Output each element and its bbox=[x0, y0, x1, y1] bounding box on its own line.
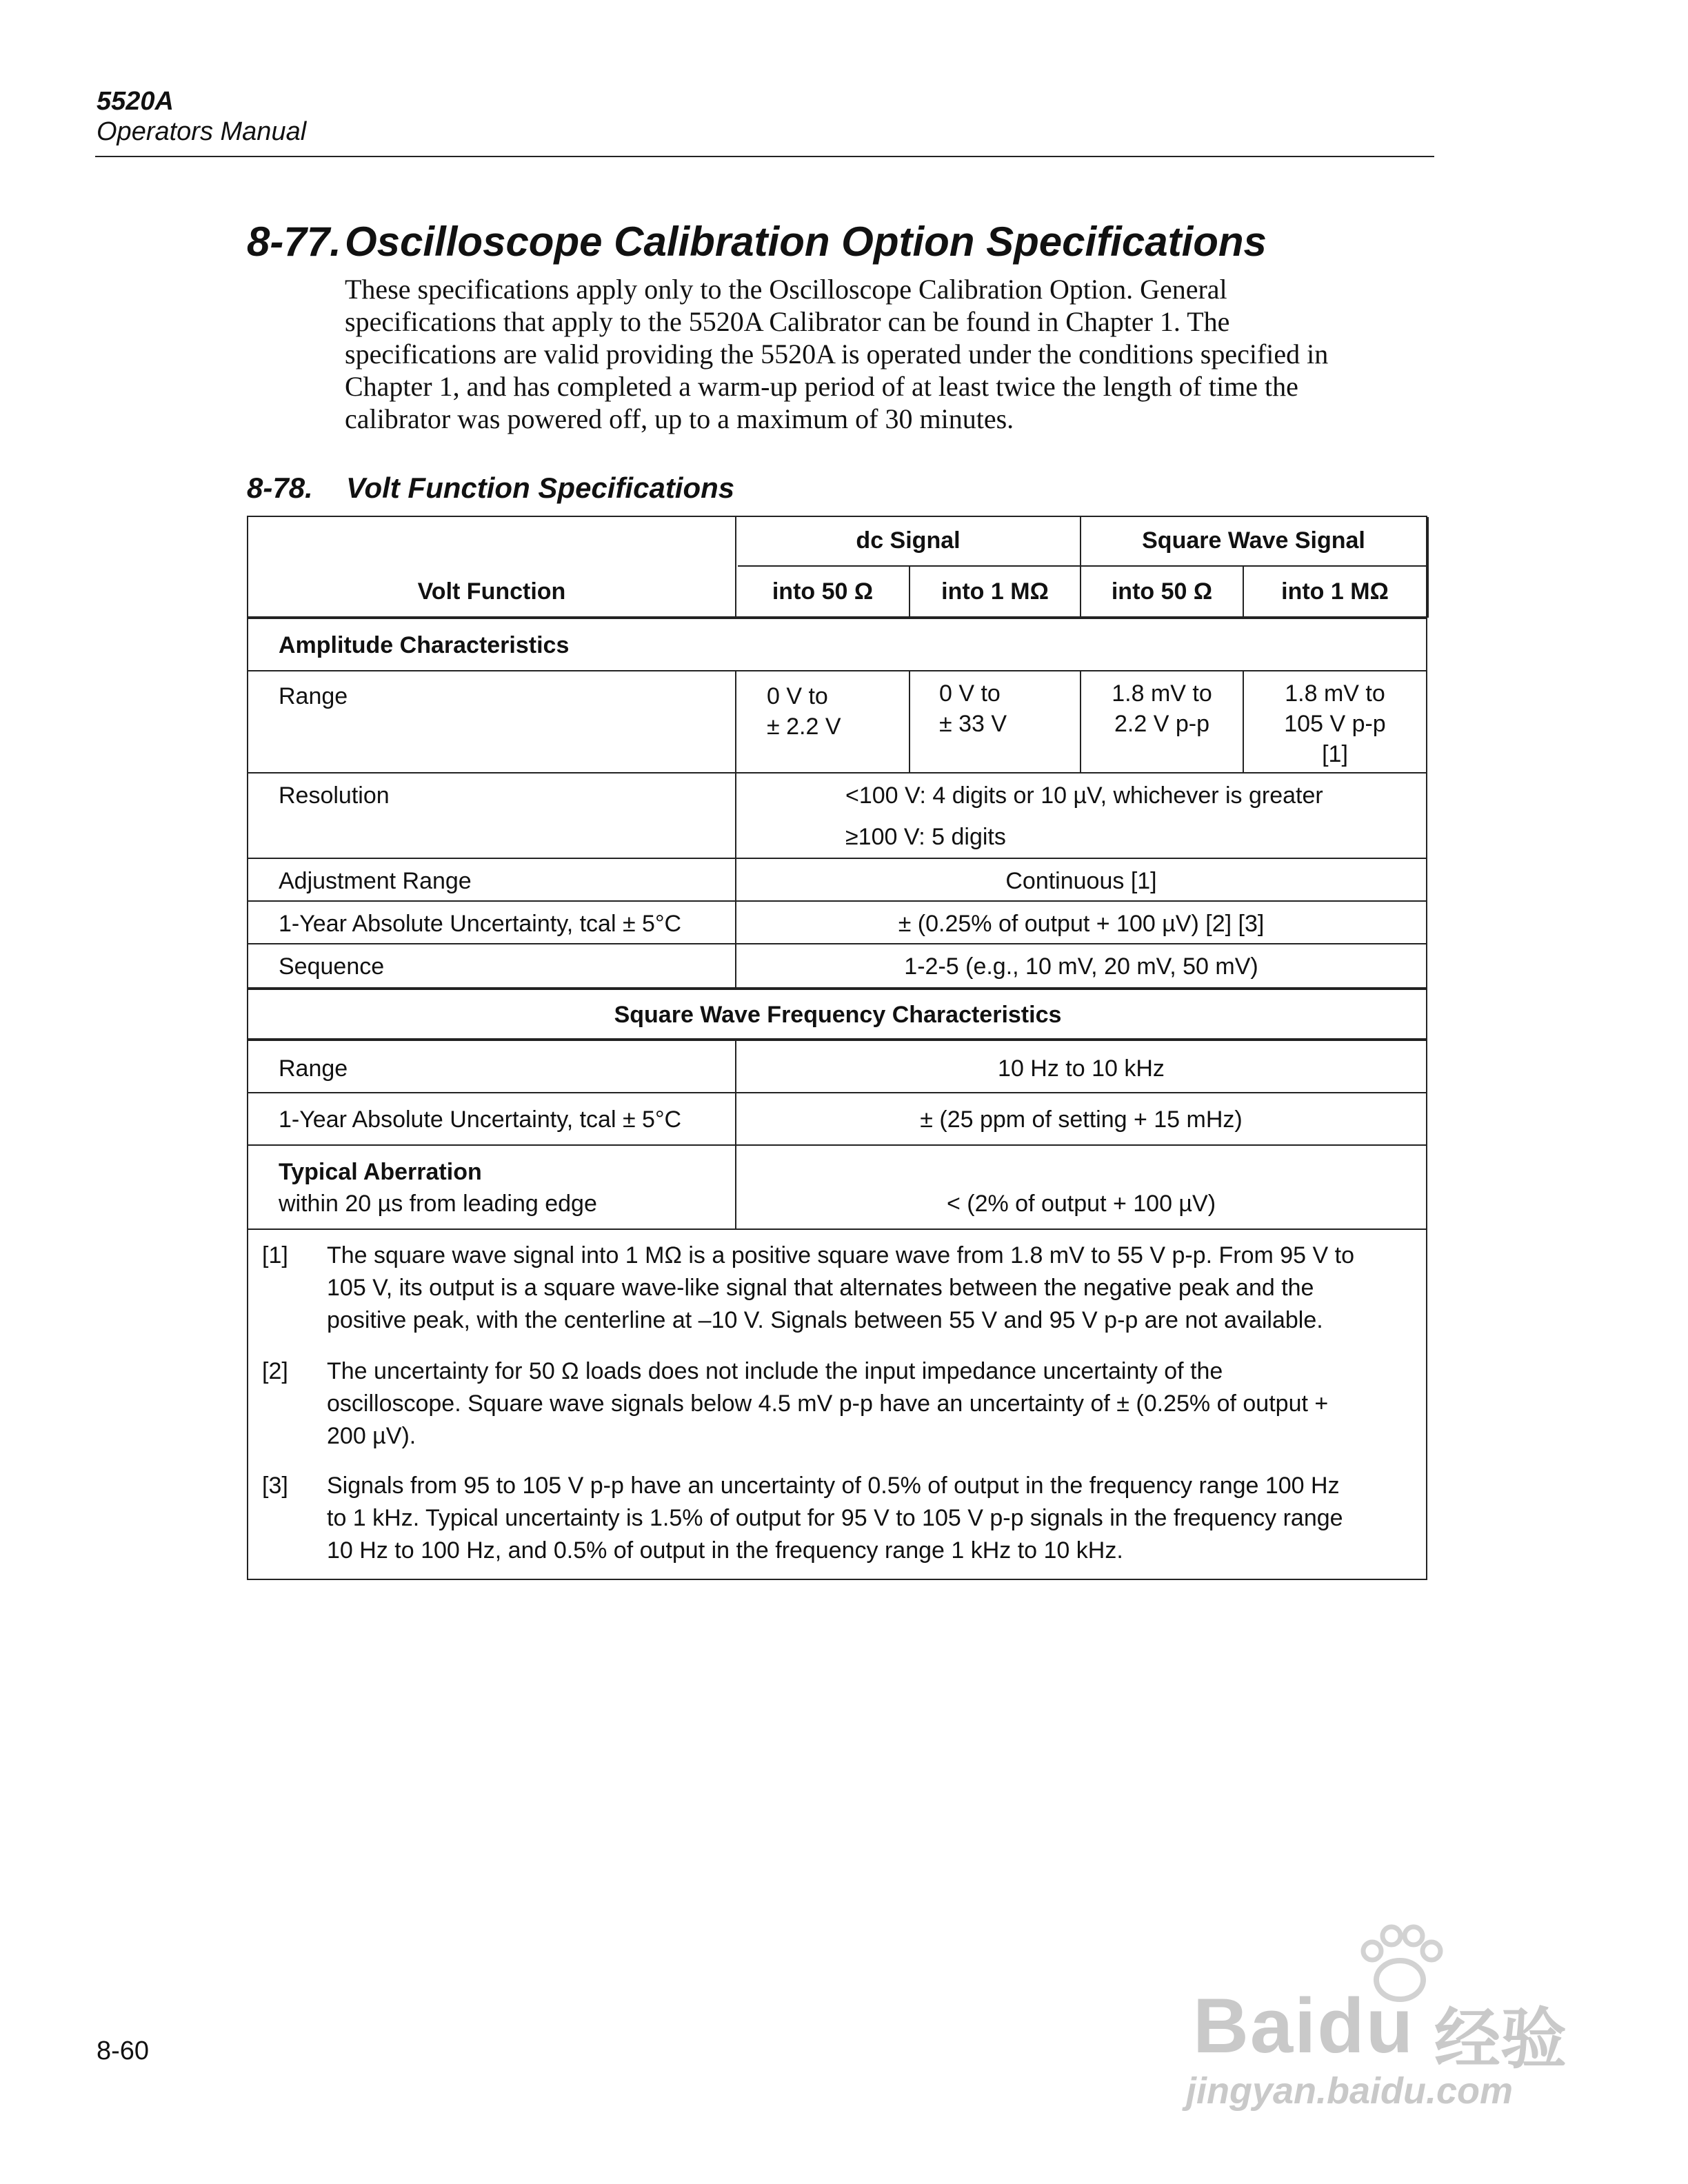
footnote-tag: [1] bbox=[262, 1242, 288, 1268]
footnote-line: 200 µV). bbox=[327, 1423, 416, 1449]
watermark-url: jingyan.baidu.com bbox=[1186, 2070, 1514, 2112]
intro-line: specifications that apply to the 5520A Calibrator can be found in Chapter 1. The bbox=[345, 306, 1230, 337]
subsection-title: Volt Function Specifications bbox=[346, 472, 735, 504]
header-rule bbox=[95, 156, 1434, 157]
rule bbox=[738, 565, 1427, 567]
sequence-label: Sequence bbox=[279, 953, 385, 980]
rule bbox=[248, 1038, 1427, 1041]
dc-50-ohm-header: into 50 Ω bbox=[772, 578, 874, 605]
range-dc50-line: ± 2.2 V bbox=[767, 714, 841, 740]
footnote-line: The square wave signal into 1 MΩ is a positive square wave from 1.8 mV to 55 V p-p. From 95 V to bbox=[327, 1242, 1354, 1268]
intro-line: specifications are valid providing the 5520A is operated under the conditions specified in bbox=[345, 338, 1329, 370]
dc-1-megohm-header: into 1 MΩ bbox=[941, 578, 1049, 605]
intro-line: These specifications apply only to the Oscilloscope Calibration Option. General bbox=[345, 274, 1227, 305]
subsection-heading bbox=[247, 472, 734, 505]
sq-50-ohm-header: into 50 Ω bbox=[1111, 578, 1213, 605]
footnote-tag: [2] bbox=[262, 1358, 288, 1384]
resolution-line: ≥100 V: 5 digits bbox=[845, 824, 1006, 850]
watermark-brand: Baidu bbox=[1193, 1983, 1415, 2069]
amplitude-section-title: Amplitude Characteristics bbox=[279, 632, 570, 658]
volt-spec-table bbox=[247, 516, 1427, 1580]
rule bbox=[248, 900, 1427, 902]
amplitude-uncertainty-label: 1-Year Absolute Uncertainty, tcal ± 5°C bbox=[279, 911, 682, 937]
freq-range-value: 10 Hz to 10 kHz bbox=[998, 1055, 1165, 1082]
footnote-line: positive peak, with the centerline at –10 V. Signals between 55 V and 95 V p-p are not available. bbox=[327, 1307, 1323, 1333]
square-wave-header: Square Wave Signal bbox=[1142, 527, 1365, 554]
intro-paragraph bbox=[345, 273, 1441, 435]
footnote bbox=[248, 1358, 1420, 1468]
section-title: Oscilloscope Calibration Option Specifications bbox=[345, 219, 1267, 265]
rule bbox=[1426, 517, 1429, 618]
footnote-line: The uncertainty for 50 Ω loads does not include the input impedance uncertainty of the bbox=[327, 1358, 1223, 1384]
rule bbox=[248, 772, 1427, 774]
intro-line: calibrator was powered off, up to a maximum of 30 minutes. bbox=[345, 403, 1014, 434]
rule bbox=[248, 943, 1427, 944]
manual-model: 5520A bbox=[97, 87, 174, 116]
range-sq50-line: 1.8 mV to bbox=[1112, 680, 1212, 707]
resolution-label: Resolution bbox=[279, 782, 390, 809]
volt-function-header: Volt Function bbox=[417, 578, 566, 605]
range-dc50-line: 0 V to bbox=[767, 683, 828, 709]
freq-range-label: Range bbox=[279, 1055, 348, 1082]
range-sq1m-line: 1.8 mV to bbox=[1285, 680, 1385, 707]
frequency-section-title: Square Wave Frequency Characteristics bbox=[614, 1002, 1062, 1028]
range-dc1m-line: 0 V to bbox=[939, 680, 1001, 707]
footnote-line: Signals from 95 to 105 V p-p have an uncertainty of 0.5% of output in the frequency range 100 Hz bbox=[327, 1473, 1340, 1499]
range-dc1m-line: ± 33 V bbox=[939, 711, 1007, 737]
sequence-value: 1-2-5 (e.g., 10 mV, 20 mV, 50 mV) bbox=[904, 953, 1258, 980]
resolution-line: <100 V: 4 digits or 10 µV, whichever is greater bbox=[845, 782, 1323, 809]
range-sq50-line: 2.2 V p-p bbox=[1114, 711, 1209, 737]
range-label: Range bbox=[279, 683, 348, 709]
adjustment-range-label: Adjustment Range bbox=[279, 868, 472, 894]
range-sq1m-footnote: [1] bbox=[1322, 741, 1348, 767]
aberration-value: < (2% of output + 100 µV) bbox=[946, 1191, 1216, 1217]
adjustment-range-value: Continuous [1] bbox=[1005, 868, 1157, 894]
rule bbox=[909, 670, 910, 772]
page-number: 8-60 bbox=[97, 2036, 150, 2065]
footnote-line: to 1 kHz. Typical uncertainty is 1.5% of output for 95 V to 105 V p-p signals in the frequency range bbox=[327, 1505, 1343, 1531]
rule bbox=[248, 1144, 1427, 1146]
footnote-line: oscilloscope. Square wave signals below 4.5 mV p-p have an uncertainty of ± (0.25% of output + bbox=[327, 1391, 1329, 1417]
rule bbox=[735, 670, 736, 987]
rule bbox=[248, 670, 1427, 671]
amplitude-uncertainty-value: ± (0.25% of output + 100 µV) [2] [3] bbox=[898, 911, 1265, 937]
section-heading bbox=[247, 218, 1267, 265]
footnote-line: 105 V, its output is a square wave-like signal that alternates between the negative peak and the bbox=[327, 1275, 1314, 1301]
intro-line: Chapter 1, and has completed a warm-up period of at least twice the length of time the bbox=[345, 371, 1298, 402]
subsection-number: 8-78. bbox=[247, 472, 313, 504]
rule bbox=[248, 1228, 1427, 1230]
range-sq1m-line: 105 V p-p bbox=[1284, 711, 1386, 737]
freq-uncertainty-value: ± (25 ppm of setting + 15 mHz) bbox=[920, 1106, 1243, 1133]
footnote-line: 10 Hz to 100 Hz, and 0.5% of output in the frequency range 1 kHz to 10 kHz. bbox=[327, 1537, 1123, 1564]
section-number: 8-77. bbox=[247, 219, 341, 265]
footnote bbox=[248, 1473, 1420, 1576]
watermark-cn: 经验 bbox=[1434, 2003, 1567, 2076]
rule bbox=[248, 616, 1427, 619]
aberration-label: Typical Aberration bbox=[279, 1159, 482, 1185]
rule bbox=[248, 858, 1427, 859]
manual-title: Operators Manual bbox=[97, 117, 307, 146]
rule bbox=[248, 987, 1427, 990]
sq-1-megohm-header: into 1 MΩ bbox=[1281, 578, 1389, 605]
aberration-sublabel: within 20 µs from leading edge bbox=[279, 1191, 597, 1217]
dc-signal-header: dc Signal bbox=[856, 527, 961, 554]
rule bbox=[248, 1092, 1427, 1093]
footnote-tag: [3] bbox=[262, 1473, 288, 1499]
baidu-watermark bbox=[1179, 1923, 1607, 2112]
freq-uncertainty-label: 1-Year Absolute Uncertainty, tcal ± 5°C bbox=[279, 1106, 682, 1133]
footnote bbox=[248, 1242, 1420, 1353]
